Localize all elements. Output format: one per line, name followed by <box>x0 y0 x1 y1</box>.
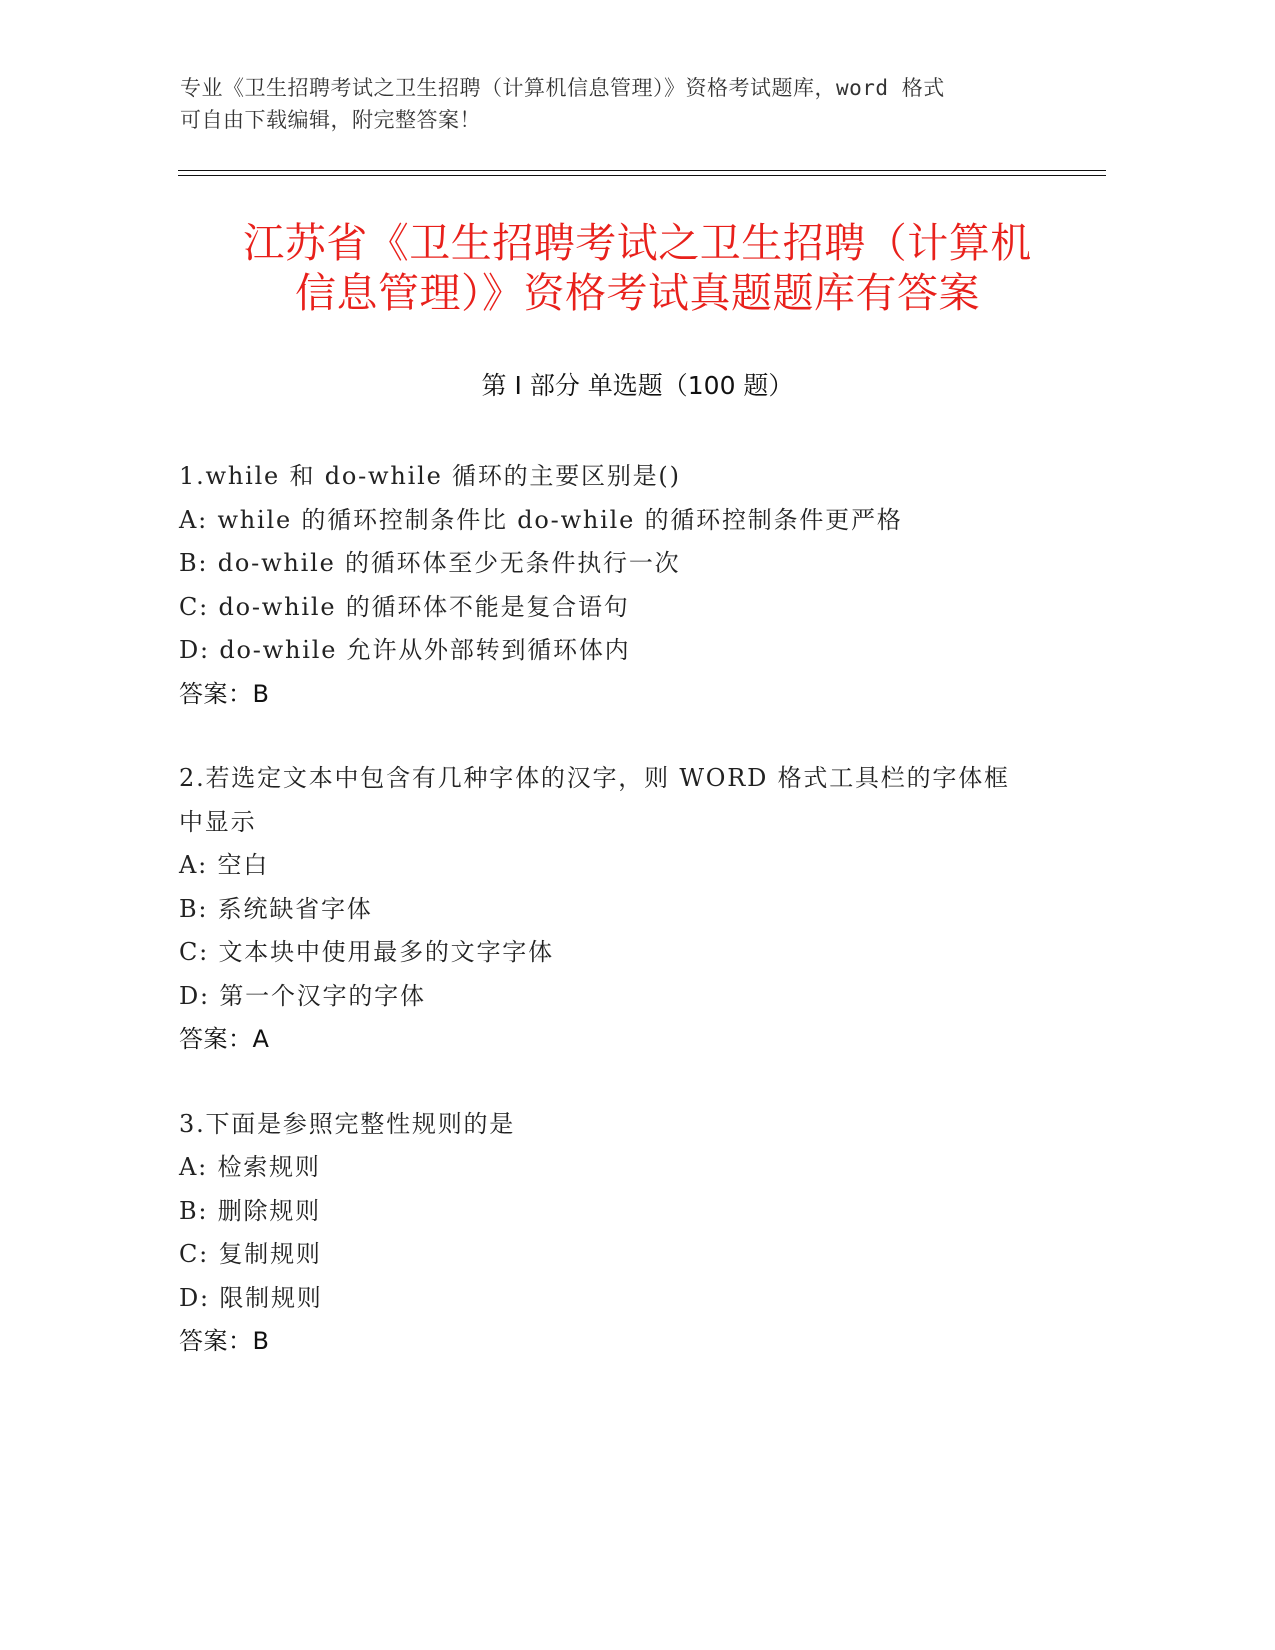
answer-label: 答案：B <box>179 679 270 708</box>
question-stem: 2.若选定文本中包含有几种字体的汉字，则 WORD 格式工具栏的字体框 <box>179 764 1010 792</box>
question-list <box>179 455 1039 1405</box>
option-c: C: 复制规则 <box>179 1240 322 1268</box>
option-b: B: 系统缺省字体 <box>179 894 373 923</box>
option-a: A: 空白 <box>179 851 270 879</box>
option-c: C: 文本块中使用最多的文字字体 <box>179 938 554 966</box>
option-d: D: 限制规则 <box>179 1283 323 1312</box>
option-d: D: 第一个汉字的字体 <box>179 981 426 1010</box>
document-title-line: 江苏省《卫生招聘考试之卫生招聘（计算机 <box>243 219 1032 267</box>
question-stem-continued: 中显示 <box>179 807 257 836</box>
question-2 <box>179 757 1039 1062</box>
header-divider-top <box>178 170 1106 171</box>
option-c: C: do-while 的循环体不能是复合语句 <box>179 592 630 621</box>
header-divider-bottom <box>178 175 1106 176</box>
option-d: D: do-while 允许从外部转到循环体内 <box>179 636 631 664</box>
question-stem: 1.while 和 do-while 循环的主要区别是() <box>179 462 681 490</box>
option-a: A: while 的循环控制条件比 do-while 的循环控制条件更严格 <box>179 505 903 534</box>
header-note-line: 可自由下载编辑，附完整答案！ <box>180 108 481 132</box>
question-stem: 3.下面是参照完整性规则的是 <box>179 1109 516 1138</box>
option-a: A: 检索规则 <box>179 1153 321 1181</box>
option-b: B: 删除规则 <box>179 1196 321 1225</box>
header-note-line: 专业《卫生招聘考试之卫生招聘（计算机信息管理）》资格考试题库，word 格式 <box>180 76 945 100</box>
answer-label: 答案：B <box>179 1327 270 1355</box>
document-title-line: 信息管理）》资格考试真题题库有答案 <box>295 269 980 317</box>
question-3 <box>179 1103 1039 1364</box>
header-note <box>180 72 1060 136</box>
section-title: 第 I 部分 单选题（100 题） <box>481 371 794 400</box>
option-b: B: do-while 的循环体至少无条件执行一次 <box>179 549 681 577</box>
question-1 <box>179 455 1039 716</box>
document-title <box>150 218 1125 318</box>
answer-label: 答案：A <box>179 1025 270 1053</box>
